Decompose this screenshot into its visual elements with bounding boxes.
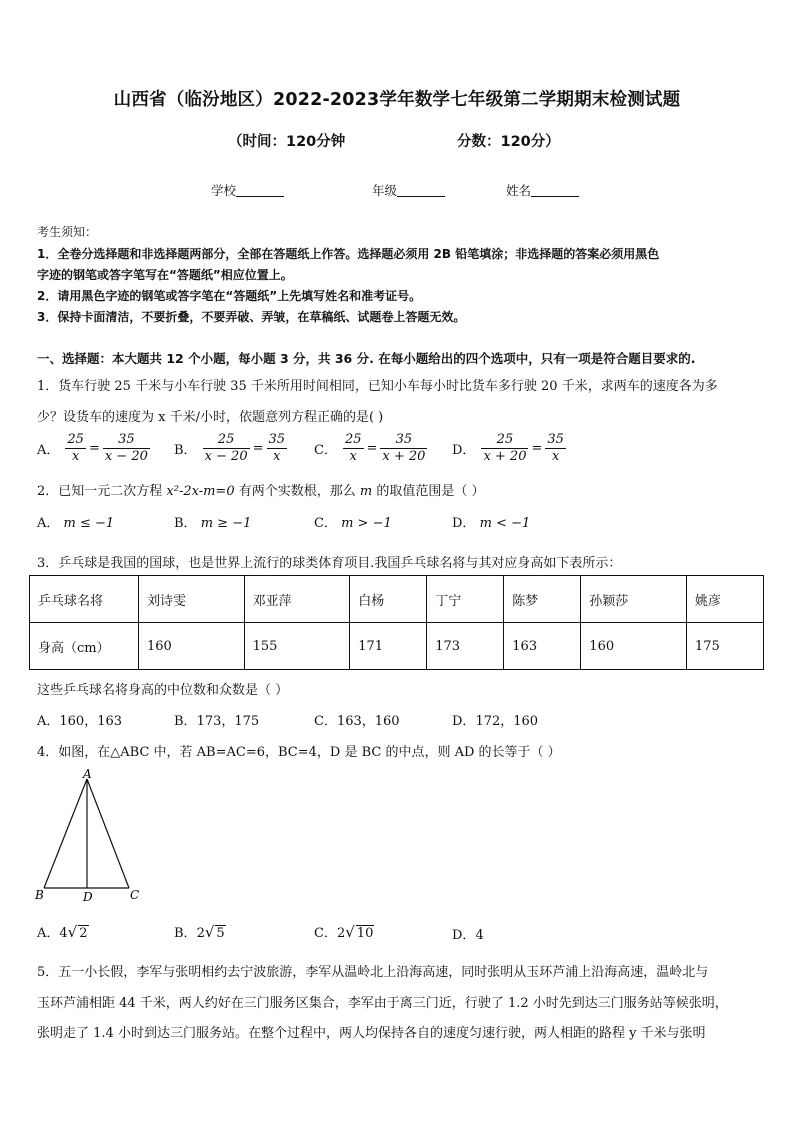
q3-option-c[interactable]: C．163，160 [314,714,400,729]
notice-item-1-cont: 字迹的钢笔或答字笔写在“答题纸”相应位置上。 [37,268,293,282]
name-label: 姓名 [506,183,532,198]
school-label: 学校 [211,183,237,198]
table-header-row [30,576,764,623]
label-d: D [83,890,93,904]
table-cell: 173 [427,623,504,670]
table-cell: 陈梦 [504,576,581,623]
grade-blank[interactable] [397,184,445,197]
table-cell: 邓亚萍 [244,576,350,623]
table-cell: 163 [504,623,581,670]
grade-label: 年级 [372,183,398,198]
notice-heading: 考生须知： [37,225,98,239]
school-blank[interactable] [236,184,284,197]
q1-option-d[interactable]: D． $\frac{25}{x + 20}$ = $\frac{35}{x}$ [452,432,564,464]
notice-item-2: 2．请用黑色字迹的钢笔或答字笔在“答题纸”上先填写姓名和准考证号。 [37,289,422,303]
grade-field[interactable] [372,181,445,199]
q4-option-a[interactable]: A．4√ 2 [37,923,88,941]
table-cell: 白杨 [350,576,427,623]
q5-stem-line2: 玉环芦浦相距 44 千米，两人约好在三门服务区集合，李军由于离三门近，行驶了 1.2 小时先到达三门服务站等候张明， [37,996,728,1011]
q2-stem: 2．已知一元二次方程 x²-2x-m=0 有两个实数根，那么 m 的取值范围是（ ） [37,484,485,499]
table-cell: 身高（cm） [30,623,139,670]
q4-option-c[interactable]: C．2√ 10 [314,923,374,941]
table-cell: 175 [686,623,763,670]
q3-option-a[interactable]: A．160，163 [37,714,123,729]
q3-question: 这些乒乓球名将身高的中位数和众数是（ ） [37,683,289,698]
school-field[interactable] [211,181,284,199]
triangle-figure [33,765,148,905]
side-ac [87,779,129,888]
height-table [29,575,764,670]
table-cell: 姚彦 [686,576,763,623]
q2-option-d[interactable]: D． m < −1 [452,516,531,531]
table-cell: 孙颖莎 [581,576,687,623]
table-cell: 160 [581,623,687,670]
q4-option-d[interactable]: D．4 [452,928,484,943]
table-cell: 155 [244,623,350,670]
q3-option-d[interactable]: D．172，160 [452,714,539,729]
q1-option-a[interactable]: A． $\frac{25}{x}$ = $\frac{35}{x - 20}$ [37,432,148,464]
exam-time: （时间：120分钟 [228,134,346,150]
q3-stem: 3．乒乓球是我国的国球，也是世界上流行的球类体育项目.我国乒乓球名将与其对应身高如下表所示： [37,556,622,571]
table-cell: 刘诗雯 [139,576,245,623]
exam-score: 分数：120分） [457,134,560,150]
notice-item-1: 1．全卷分选择题和非选择题两部分，全部在答题纸上作答。选择题必须用 2B 铅笔填涂；非选择题的答案必须用黑色 [37,247,660,261]
q5-stem-line3: 张明走了 1.4 小时到达三门服务站。在整个过程中，两人均保持各自的速度匀速行驶，两人相距的路程 y 千米与张明 [37,1026,706,1041]
q1-stem-line2: 少？设货车的速度为 x 千米/小时，依题意列方程正确的是( ) [37,410,384,425]
section-heading: 一、选择题：本大题共 12 个小题，每小题 3 分，共 36 分. 在每小题给出的四个选项中，只有一项是符合题目要求的. [37,351,696,366]
table-cell: 丁宁 [427,576,504,623]
q4-stem: 4．如图，在△ABC 中，若 AB=AC=6，BC=4，D 是 BC 的中点，则 AD 的长等于（ ） [37,745,561,760]
q1-option-b[interactable]: B． $\frac{25}{x - 20}$ = $\frac{35}{x}$ [174,432,286,464]
table-cell: 160 [139,623,245,670]
name-blank[interactable] [531,184,579,197]
q2-equation: x²-2x-m=0 [166,484,235,499]
label-a: A [83,767,92,781]
table-cell: 乒乓球名将 [30,576,139,623]
q5-stem-line1: 5．五一小长假，李军与张明相约去宁波旅游，李军从温岭北上沿海高速，同时张明从玉环芦浦上沿海高速，温岭北与 [37,965,709,980]
page-title: 山西省（临汾地区）2022-2023学年数学七年级第二学期期末检测试题 [113,90,681,110]
label-c: C [130,888,140,902]
label-b: B [35,888,44,902]
q2-option-c[interactable]: C． m > −1 [314,516,392,531]
table-row [30,623,764,670]
table-cell: 171 [350,623,427,670]
notice-item-3: 3．保持卡面清洁，不要折叠，不要弄破、弄皱，在草稿纸、试题卷上答题无效。 [37,310,466,324]
q1-option-c[interactable]: C． $\frac{25}{x}$ = $\frac{35}{x + 20}$ [314,432,426,464]
q4-option-b[interactable]: B．2√ 5 [174,923,225,941]
side-ab [44,779,87,888]
name-field[interactable] [506,181,579,199]
q1-stem-line1: 1．货车行驶 25 千米与小车行驶 35 千米所用时间相同，已知小车每小时比货车多行驶 20 千米，求两车的速度各为多 [37,379,718,394]
q3-option-b[interactable]: B．173，175 [174,714,260,729]
q2-option-b[interactable]: B． m ≥ −1 [174,516,252,531]
q2-option-a[interactable]: A． m ≤ −1 [37,516,115,531]
